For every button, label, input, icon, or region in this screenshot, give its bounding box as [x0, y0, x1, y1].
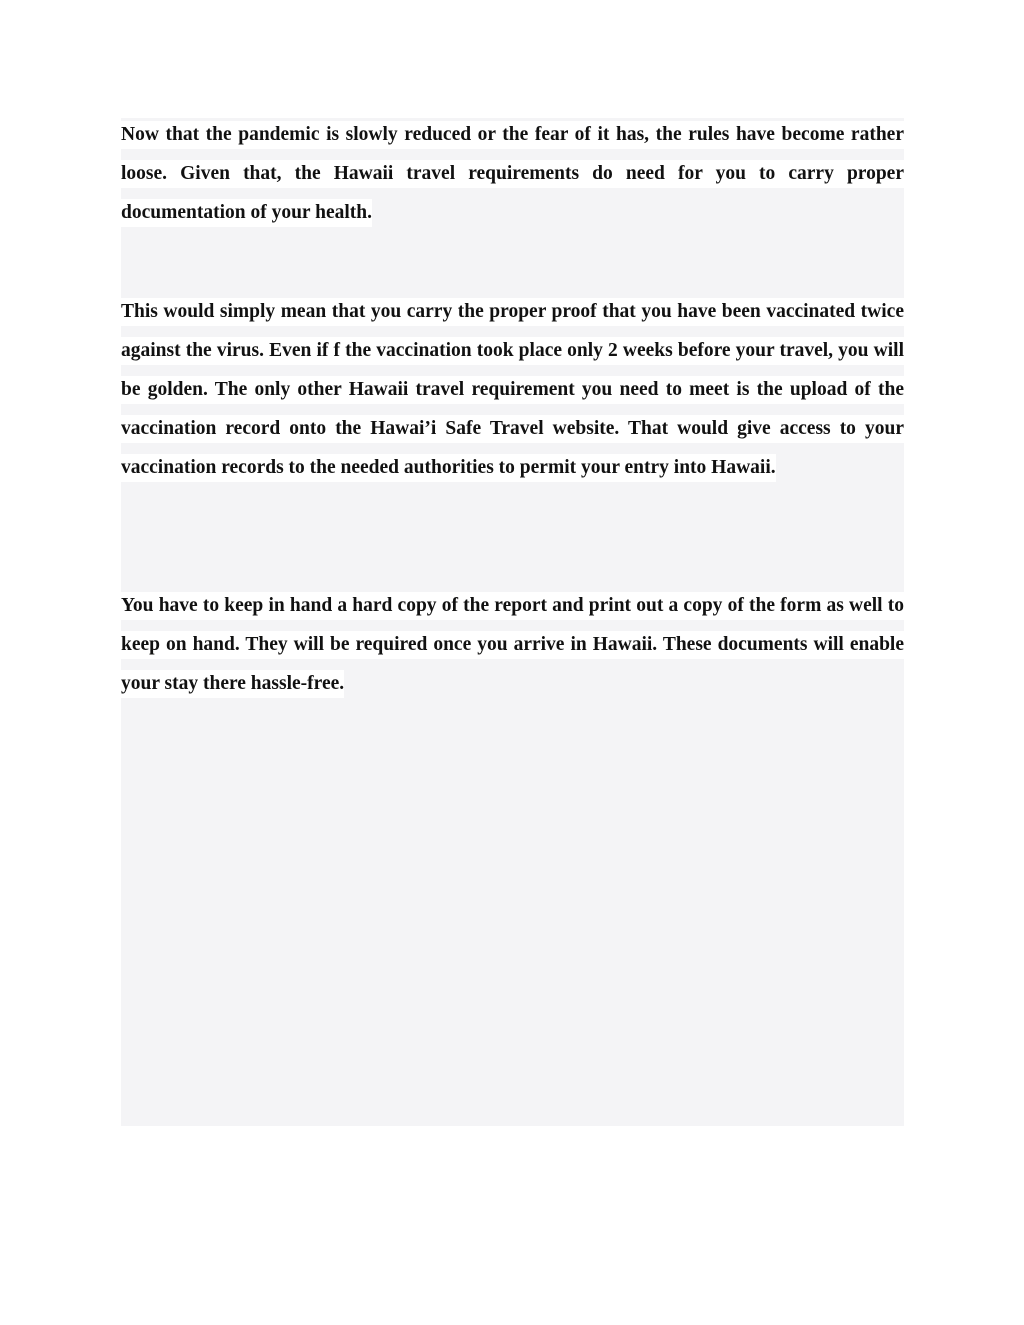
paragraph-1-text: Now that the pandemic is slowly reduced or the fear of it has, the rules have become rather loose. Given that, the Hawaii travel requirements do need for you to carry proper documentation of your health. — [121, 121, 904, 227]
paragraph-3 — [121, 586, 904, 703]
paragraph-3-text: You have to keep in hand a hard copy of the report and print out a copy of the form as well to keep on hand. They will be required once you arrive in Hawaii. These documents will enable your stay there hassle-free. — [121, 592, 904, 698]
paragraph-1 — [121, 115, 904, 232]
paragraph-2-text: This would simply mean that you carry the proper proof that you have been vaccinated twice against the virus. Even if f the vaccination took place only 2 weeks before your travel, you will be golden. The only other Hawaii travel requirement you need to meet is the upload of the vaccination record onto the Hawai’i Safe Travel website. That would give access to your vaccination records to the needed authorities to permit your entry into Hawaii. — [121, 298, 904, 482]
paragraph-2 — [121, 292, 904, 487]
